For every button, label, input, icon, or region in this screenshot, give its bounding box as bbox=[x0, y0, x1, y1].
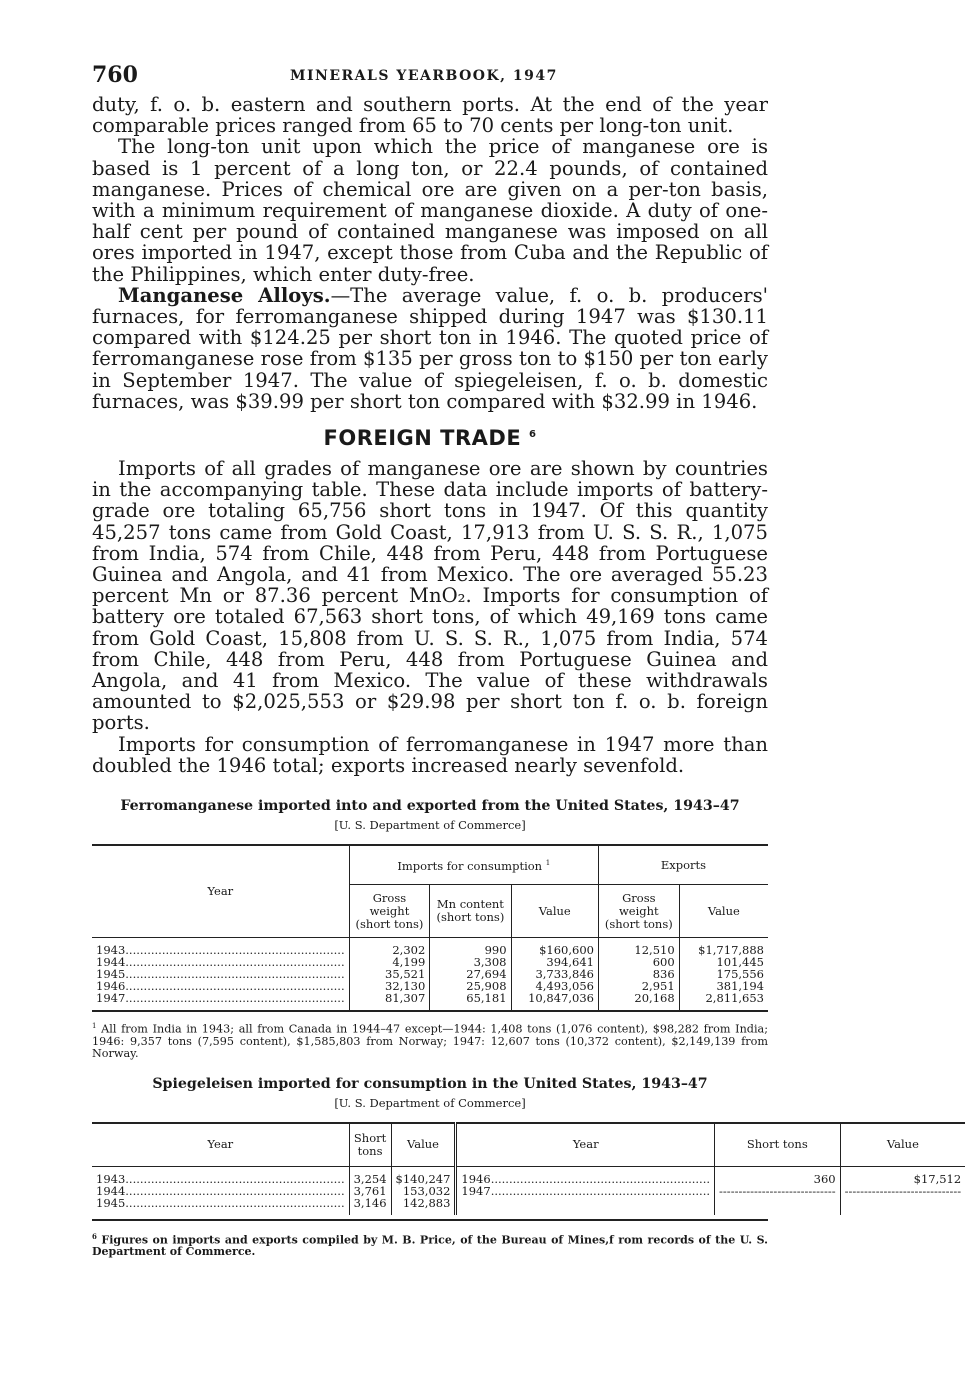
table1-cell-gross: 4,199 bbox=[349, 956, 430, 968]
table1-cell-gross: 2,302 bbox=[349, 938, 430, 957]
paragraph-manganese-alloys-text: —The average value, f. o. b. producers' furnaces, for ferromanganese shipped during 1947 was $130.11 compared with $124.25 per short ton in 1946. The quoted price of ferromanganese rose from $135 per gross ton to $150 per ton early in September 1947. The value of spiegeleisen, f. o. b. domestic furnaces, was $39.99 per short ton compared with $32.99 in 1946. bbox=[92, 283, 769, 413]
page-footnote bbox=[92, 1231, 768, 1259]
table1-cell-year bbox=[92, 992, 349, 1011]
table1-imports-label: Imports for consumption bbox=[397, 859, 543, 873]
table2-cell-tons: 3,761 bbox=[349, 1185, 391, 1197]
table1-cell-exp-value: 175,556 bbox=[716, 967, 764, 982]
table1-cell-exp-value: 381,194 bbox=[716, 979, 764, 994]
running-head: MINERALS YEARBOOK, 1947 bbox=[290, 68, 558, 84]
table1-exp-value-header: Value bbox=[679, 885, 768, 938]
table1-cell-mn: 65,181 bbox=[430, 992, 511, 1011]
table2-year-label: 1945............................................................ bbox=[96, 1195, 345, 1210]
table2-cell-tons: 3,146 bbox=[349, 1197, 391, 1215]
table1-footnote bbox=[92, 1020, 768, 1060]
dash-leader: ------------------------------ bbox=[844, 1183, 962, 1198]
table2-value-header: Value bbox=[391, 1123, 456, 1167]
table1-year-label: 1943............................................................ bbox=[96, 943, 345, 958]
table1-exp-gross-header: Gross weight (short tons) bbox=[598, 885, 679, 938]
table1-cell-exp-gross: 2,951 bbox=[598, 980, 679, 992]
table2-cell-year bbox=[92, 1166, 349, 1185]
table2-cell-year-right bbox=[456, 1166, 715, 1185]
section-title bbox=[92, 426, 768, 450]
table1-body bbox=[92, 938, 768, 1012]
table2-cell-tons-right: 360 bbox=[715, 1166, 841, 1185]
table1-cell-gross: 32,130 bbox=[349, 980, 430, 992]
spiegeleisen-table bbox=[92, 1122, 965, 1215]
table2-cell-tons-right bbox=[715, 1185, 841, 1197]
table2-cell-value: 142,883 bbox=[391, 1197, 456, 1215]
table2-cell-value-right: $17,512 bbox=[913, 1171, 962, 1186]
table2-year-label: 1947............................................................ bbox=[461, 1183, 711, 1198]
table1-cell-mn: 25,908 bbox=[430, 980, 511, 992]
paragraph-duty: duty, f. o. b. eastern and southern ports. At the end of the year comparable prices ranged from 65 to 70 cents per long-ton unit. bbox=[92, 93, 768, 138]
table2-tons-header-right: Short tons bbox=[715, 1123, 841, 1167]
table2-caption: Spiegeleisen imported for consumption in the United States, 1943–47 bbox=[152, 1075, 708, 1092]
table2-cell-value: $140,247 bbox=[391, 1166, 456, 1185]
table1-caption: Ferromanganese imported into and exported from the United States, 1943–47 bbox=[120, 798, 740, 815]
paragraph-long-ton-unit: The long-ton unit upon which the price of manganese ore is based is 1 percent of a long ton, or 22.4 pounds, of contained manganese. Prices of chemical ore are given on a per-ton basis, with a minimum requirement of manganese dioxide. A duty of one-half cent per pound of contained manganese was imposed on all ores imported in 1947, except those from Cuba and the Republic of the Philippines, which enter duty-free. bbox=[92, 135, 768, 286]
table2-cell-value-right bbox=[840, 1197, 965, 1215]
table1-cell-value: $160,600 bbox=[511, 938, 598, 957]
table1-cell-value: 394,641 bbox=[511, 956, 598, 968]
page-footnote-text: Figures on imports and exports compiled by M. B. Price, of the Bureau of Mines,f rom records of the U. S. Department of Commerce. bbox=[92, 1233, 768, 1259]
table1-cell-gross: 35,521 bbox=[349, 968, 430, 980]
page-header bbox=[92, 60, 768, 94]
ferromanganese-table bbox=[92, 844, 768, 1012]
table2-body bbox=[92, 1166, 965, 1215]
paragraph-manganese-alloys bbox=[92, 285, 768, 412]
table1-cell-exp-gross: 600 bbox=[598, 956, 679, 968]
table1-imports-header bbox=[349, 845, 598, 885]
table1-mn-header: Mn content (short tons) bbox=[430, 885, 511, 938]
table1-cell-value: 10,847,036 bbox=[511, 992, 598, 1011]
table2-cell-tons-right bbox=[715, 1197, 841, 1215]
table1-cell-year bbox=[92, 938, 349, 957]
page-number: 760 bbox=[92, 62, 138, 88]
table2-bottom-rule bbox=[92, 1219, 768, 1221]
table2-year-header-right: Year bbox=[456, 1123, 715, 1167]
table1-cell-mn: 27,694 bbox=[430, 968, 511, 980]
table1-year-label: 1944............................................................ bbox=[96, 955, 345, 970]
table1-cell-mn: 990 bbox=[430, 938, 511, 957]
table1-cell-exp-gross: 836 bbox=[598, 968, 679, 980]
table1-cell-exp-value: 101,445 bbox=[716, 955, 764, 970]
table1-cell-exp-gross: 20,168 bbox=[598, 992, 679, 1011]
table-row bbox=[92, 938, 768, 957]
table1-footnote-text: All from India in 1943; all from Canada in 1944–47 except—1944: 1,408 tons (1,076 content), $98,282 from India; 1946: 9,357 tons (7,595 content), $1,585,803 from Norway; 1947: 12,607 tons (10,372 content), $2,149,139 from Norway. bbox=[92, 1022, 768, 1060]
table1-cell-exp-gross: 12,510 bbox=[598, 938, 679, 957]
table1-source: [U. S. Department of Commerce] bbox=[334, 818, 526, 833]
table1-year-label: 1947............................................................ bbox=[96, 991, 345, 1006]
table2-source: [U. S. Department of Commerce] bbox=[334, 1095, 526, 1110]
table2-tons-header: Short tons bbox=[349, 1123, 391, 1167]
page bbox=[92, 60, 962, 1259]
table2-cell-value: 153,032 bbox=[391, 1185, 456, 1197]
side-heading: Manganese Alloys. bbox=[118, 283, 331, 307]
table1-value-header: Value bbox=[511, 885, 598, 938]
table1-cell-exp-value: $1,717,888 bbox=[698, 943, 764, 958]
page-footnote-mark: 6 bbox=[92, 1231, 97, 1241]
table2-year-label: 1946............................................................ bbox=[461, 1171, 711, 1186]
table2-cell-value-right bbox=[840, 1185, 965, 1197]
table1-year-label: 1946............................................................ bbox=[96, 979, 345, 994]
section-title-text: FOREIGN TRADE bbox=[323, 426, 522, 451]
table1-cell-value: 4,493,056 bbox=[511, 980, 598, 992]
table2-cell-year-right bbox=[456, 1197, 715, 1215]
table2-year-label: 1943............................................................ bbox=[96, 1171, 345, 1186]
table2-year-header: Year bbox=[92, 1123, 349, 1167]
table-row bbox=[92, 1197, 965, 1215]
dash-leader: ------------------------------ bbox=[719, 1183, 836, 1198]
table1-exports-header: Exports bbox=[598, 845, 768, 885]
table1-footnote-mark: 1 bbox=[92, 1022, 97, 1031]
table2-cell-year-right bbox=[456, 1185, 715, 1197]
table-row bbox=[92, 992, 768, 1011]
paragraph-imports-ore: Imports of all grades of manganese ore are shown by countries in the accompanying table. These data include imports of battery-grade ore totaling 65,756 short tons in 1947. Of this quantity 45,257 tons came from Gold Coast, 17,913 from U. S. S. R., 1,075 from India, 574 from Chile, 448 from Peru, 448 from Portuguese Guinea and Angola, and 41 from Mexico. The ore averaged 55.23 percent Mn or 87.36 percent MnO₂. Imports for consumption of battery ore totaled 67,563 short tons, of which 49,169 tons came from Gold Coast, 15,808 from U. S. S. R., 1,075 from India, 574 from Chile, 448 from Peru, 448 from Portuguese Guinea and Angola, and 41 from Mexico. The value of these withdrawals amounted to $2,025,553 or $29.98 per short ton f. o. b. foreign ports. bbox=[92, 457, 768, 735]
table1-cell-mn: 3,308 bbox=[430, 956, 511, 968]
paragraph-imports-ferromanganese: Imports for consumption of ferromanganese in 1947 more than doubled the 1946 total; exports increased nearly sevenfold. bbox=[92, 732, 768, 777]
table-row bbox=[92, 1166, 965, 1185]
table1-year-label: 1945............................................................ bbox=[96, 967, 345, 982]
table2-cell-tons: 3,254 bbox=[349, 1166, 391, 1185]
table1-gross-header: Gross weight (short tons) bbox=[349, 885, 430, 938]
table1-year-header: Year bbox=[92, 845, 349, 938]
table2-cell-year bbox=[92, 1197, 349, 1215]
table2-year-label: 1944............................................................ bbox=[96, 1183, 345, 1198]
table1-imports-note: 1 bbox=[545, 859, 551, 868]
section-footnote-ref: 6 bbox=[529, 429, 537, 441]
table1-cell-value: 3,733,846 bbox=[511, 968, 598, 980]
table1-cell-gross: 81,307 bbox=[349, 992, 430, 1011]
table1-cell-exp-value: 2,811,653 bbox=[679, 992, 768, 1011]
table2-value-header-right: Value bbox=[840, 1123, 965, 1167]
